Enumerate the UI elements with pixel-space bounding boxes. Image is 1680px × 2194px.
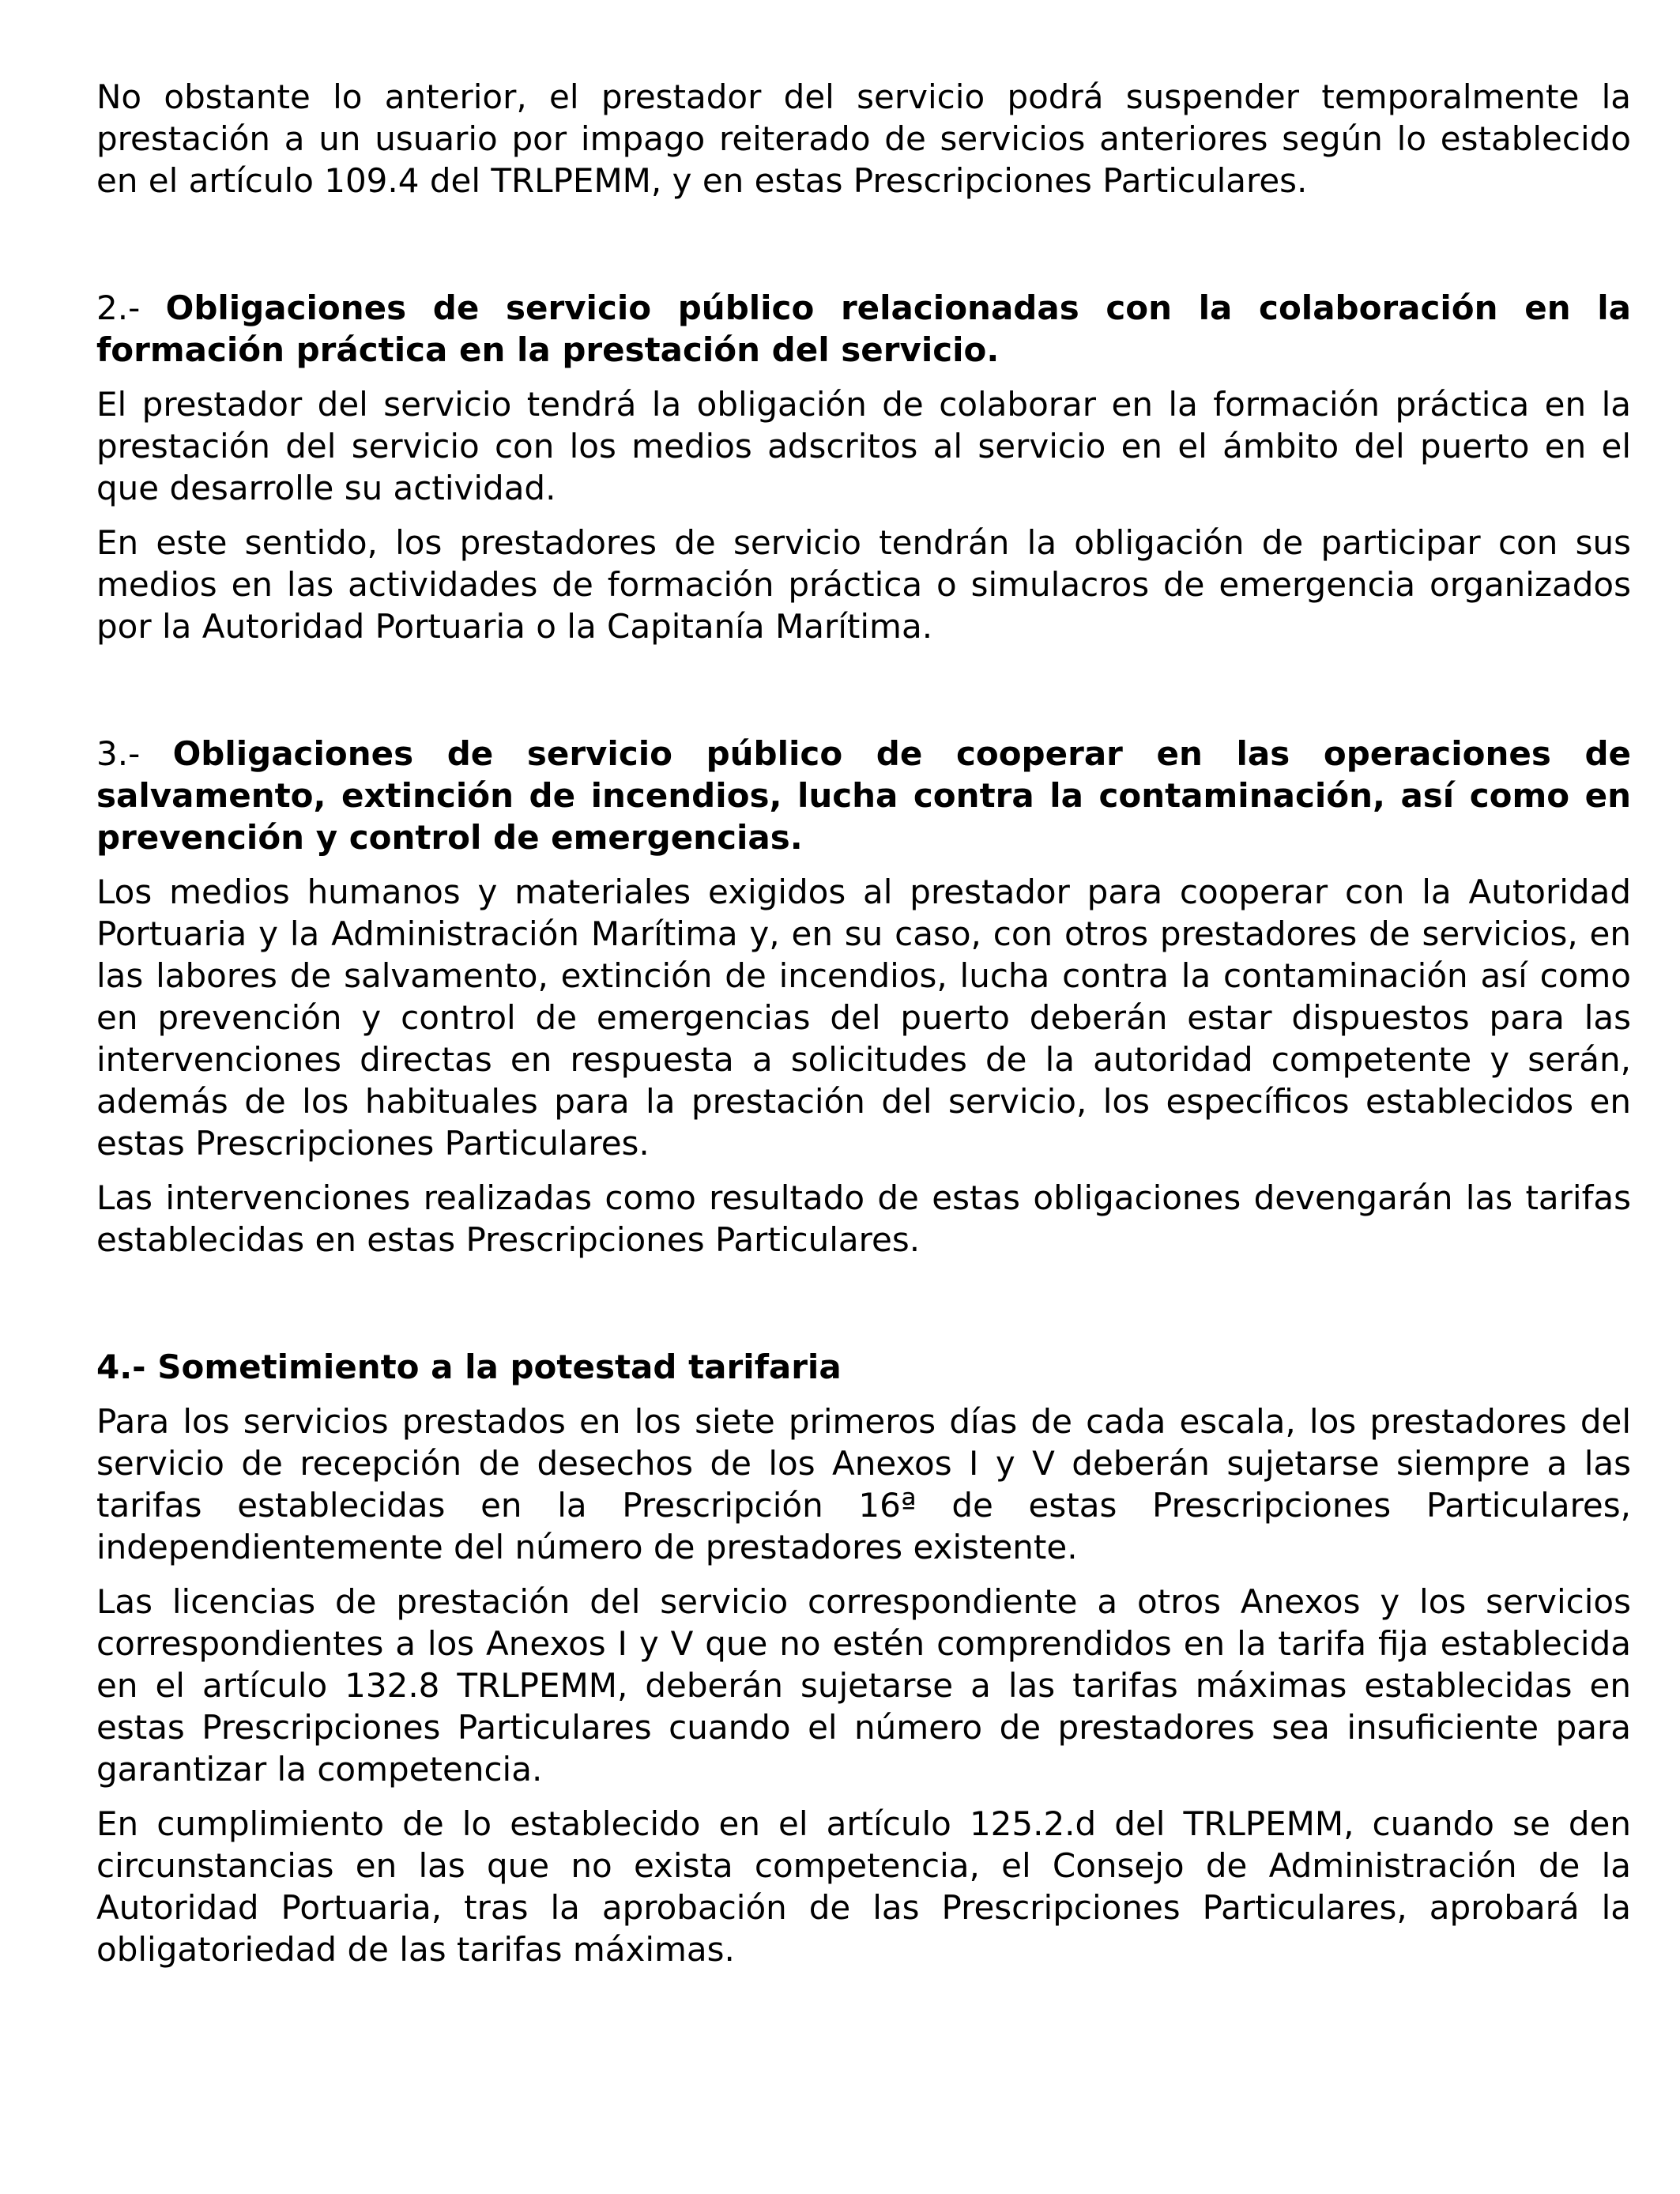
document-page <box>96 76 1631 1970</box>
section-4-heading <box>96 1346 1631 1388</box>
section-4-title: Sometimiento a la potestad tarifaria <box>157 1348 842 1386</box>
section-2-heading <box>96 287 1631 371</box>
section-4-paragraph-1: Para los servicios prestados en los siete primeros días de cada escala, los prestadores del servicio de recepción de desechos de los Anexos I y V deberán sujetarse siempre a las tarifas establecidas en la Prescripción 16ª de estas Prescripciones Particulares, independientemente del número de prestadores existente. <box>96 1402 1631 1566</box>
section-3-heading <box>96 733 1631 858</box>
section-3-paragraph-1: Los medios humanos y materiales exigidos al prestador para cooperar con la Autoridad Portuaria y la Administración Marítima y, en su caso, con otros prestadores de servicios, en las labores de salvamento, extinción de incendios, lucha contra la contaminación así como en prevención y control de emergencias del puerto deberán estar dispuestos para las intervenciones directas en respuesta a solicitudes de la autoridad competente y serán, además de los habituales para la prestación del servicio, los específicos establecidos en estas Prescripciones Particulares. <box>96 873 1631 1163</box>
section-4-paragraph-2: Las licencias de prestación del servicio correspondiente a otros Anexos y los servicios correspondientes a los Anexos I y V que no estén comprendidos en la tarifa fija establecida en el artículo 132.8 TRLPEMM, deberán sujetarse a las tarifas máximas establecidas en estas Prescripciones Particulares cuando el número de prestadores sea insuficiente para garantizar la competencia. <box>96 1582 1631 1789</box>
section-4-number: 4.- <box>96 1348 158 1386</box>
intro-paragraph: No obstante lo anterior, el prestador del servicio podrá suspender temporalmente la prestación a un usuario por impago reiterado de servicios anteriores según lo establecido en el artículo 109.4 del TRLPEMM, y en estas Prescripciones Particulares. <box>96 77 1631 200</box>
section-3-number: 3.- <box>96 734 173 773</box>
section-2-number: 2.- <box>96 288 166 327</box>
section-3-paragraph-2: Las intervenciones realizadas como resultado de estas obligaciones devengarán las tarifas establecidas en estas Prescripciones Particulares. <box>96 1178 1631 1259</box>
section-4-paragraph-3: En cumplimiento de lo establecido en el artículo 125.2.d del TRLPEMM, cuando se den circunstancias en las que no exista competencia, el Consejo de Administración de la Autoridad Portuaria, tras la aprobación de las Prescripciones Particulares, aprobará la obligatoriedad de las tarifas máximas. <box>96 1804 1631 1969</box>
section-2-paragraph-2: En este sentido, los prestadores de servicio tendrán la obligación de participar con sus medios en las actividades de formación práctica o simulacros de emergencia organizados por la Autoridad Portuaria o la Capitanía Marítima. <box>96 523 1631 646</box>
section-2-paragraph-1: El prestador del servicio tendrá la obligación de colaborar en la formación práctica en la prestación del servicio con los medios adscritos al servicio en el ámbito del puerto en el que desarrolle su actividad. <box>96 385 1631 507</box>
section-3-title: Obligaciones de servicio público de cooperar en las operaciones de salvamento, extinción de incendios, lucha contra la contaminación, así como en prevención y control de emergencias. <box>96 734 1631 857</box>
section-2-title: Obligaciones de servicio público relacionadas con la colaboración en la formación práctica en la prestación del servicio. <box>96 288 1631 369</box>
